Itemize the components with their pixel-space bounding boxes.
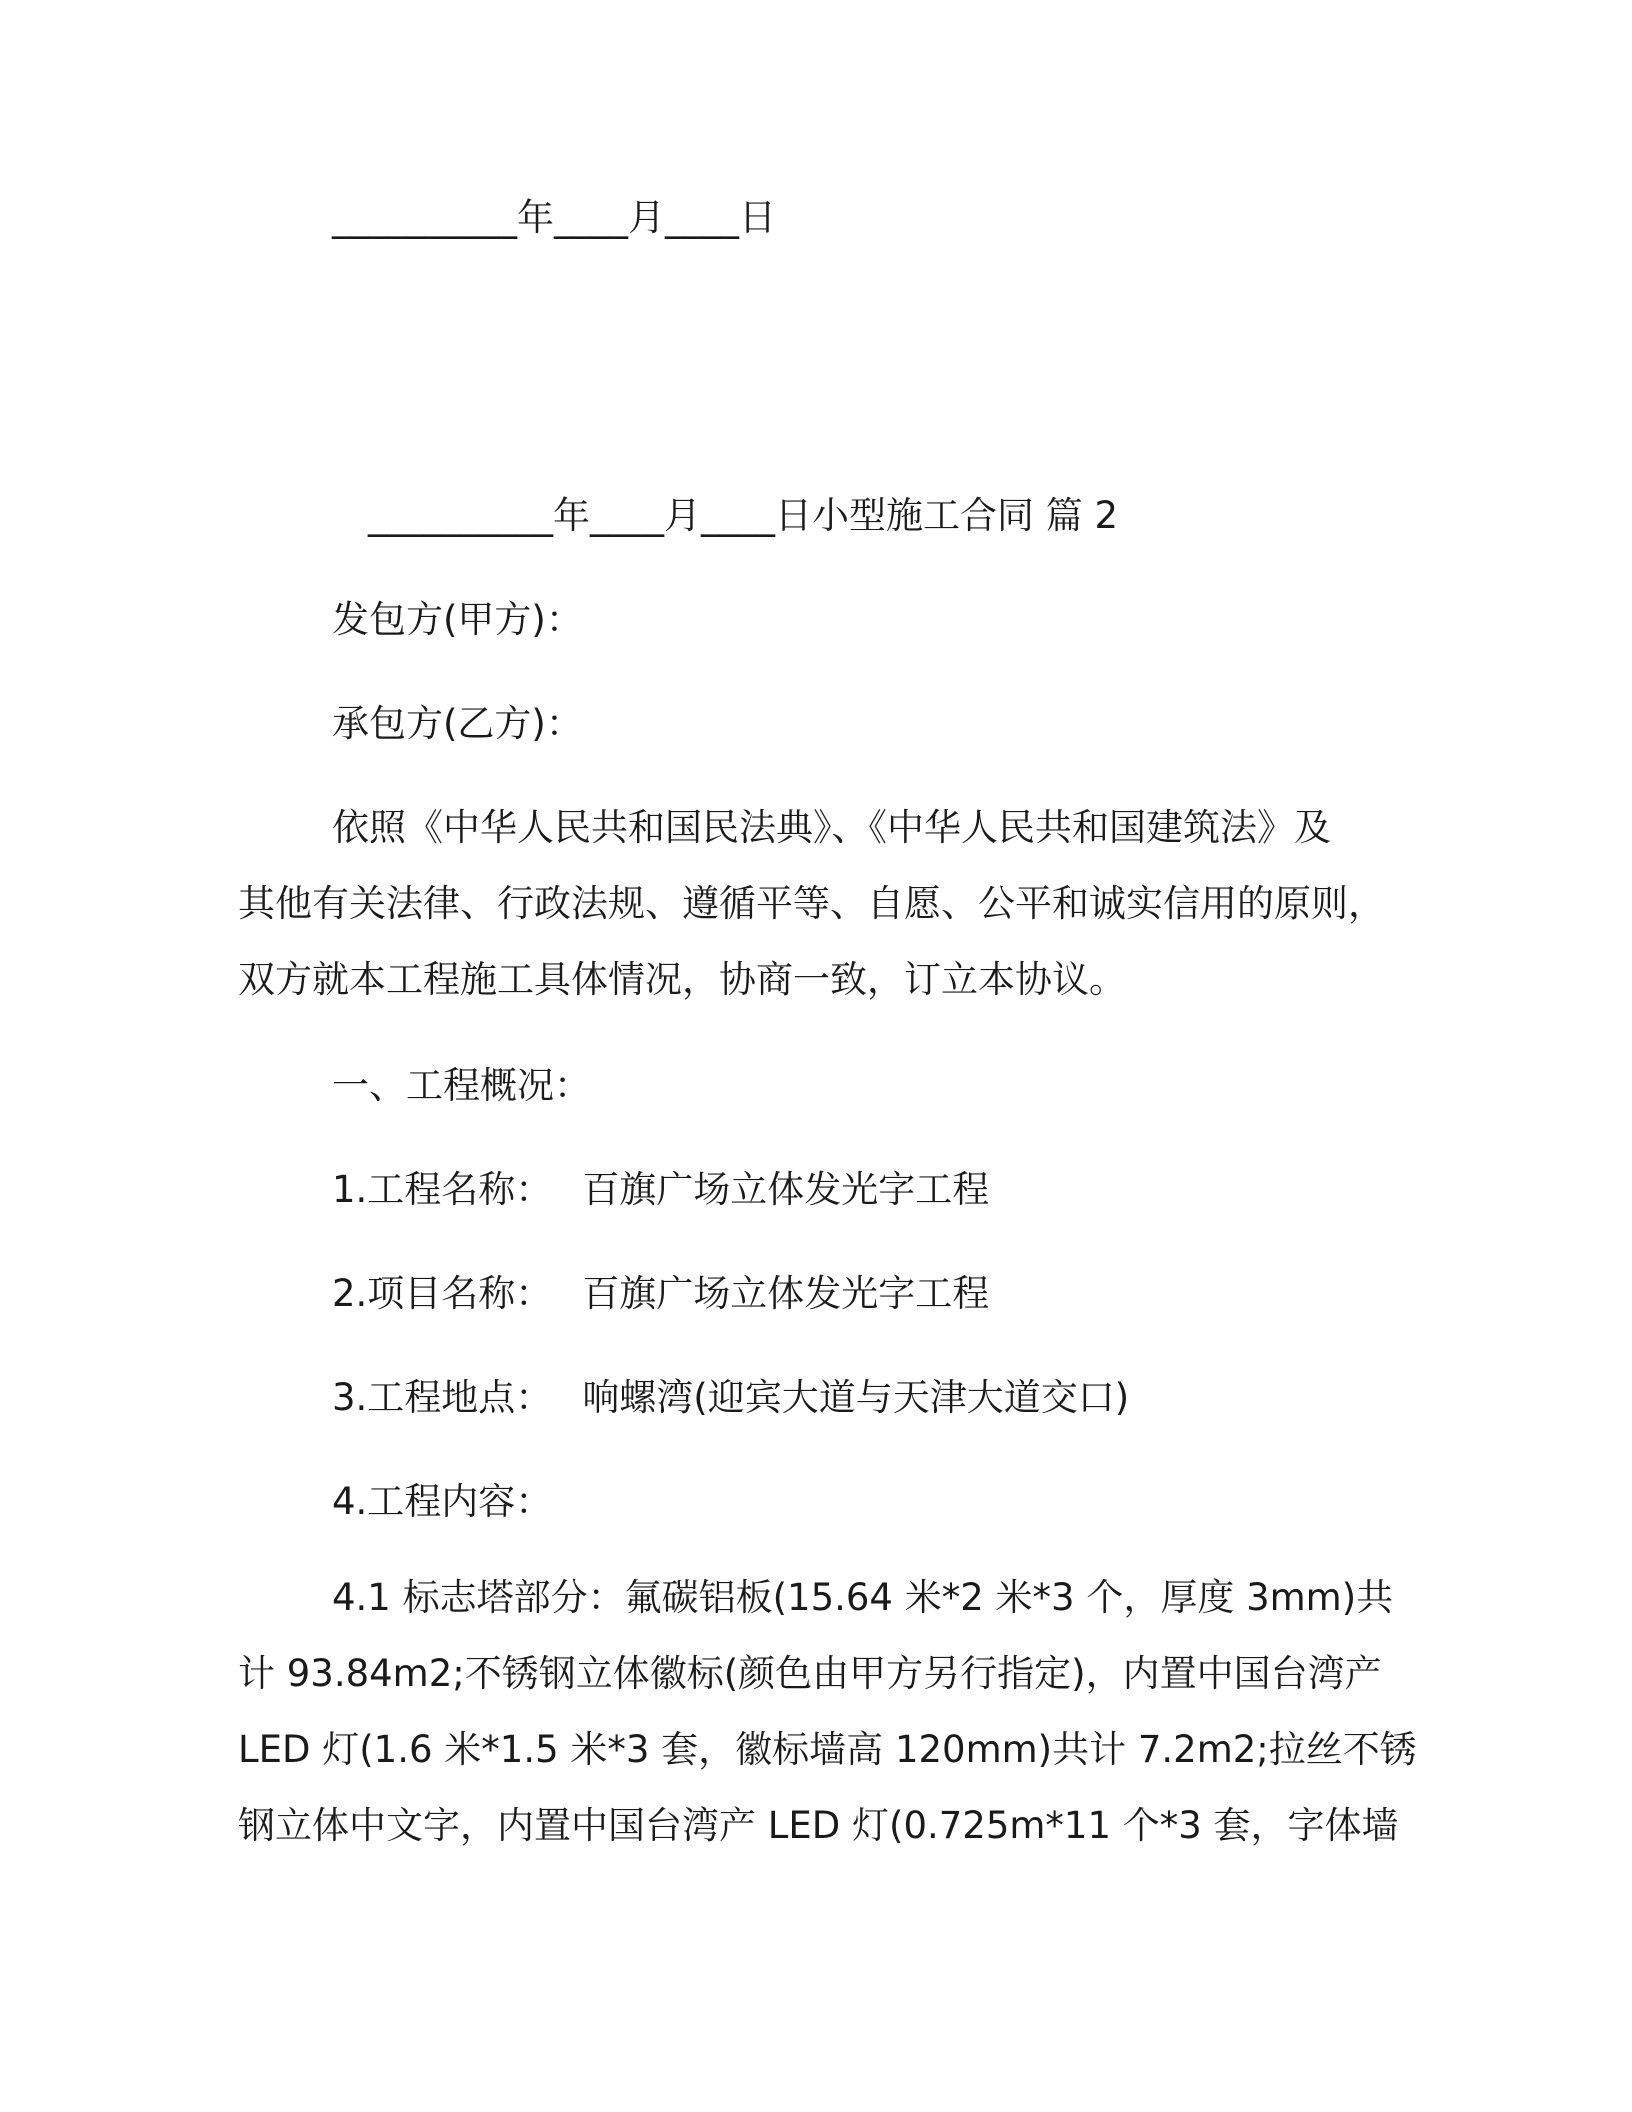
item-4-1-line-3: LED 灯(1.6 米*1.5 米*3 套，徽标墙高 120mm)共计 7.2m2;拉丝不锈 (238, 1728, 1417, 1771)
date-line: __________年____月____日 (332, 196, 776, 239)
party-b-label: 承包方(乙方)： (332, 702, 583, 745)
item-4-1-line-4: 钢立体中文字，内置中国台湾产 LED 灯(0.725m*11 个*3 套，字体墙 (238, 1804, 1399, 1847)
party-a-label: 发包方(甲方)： (332, 598, 583, 641)
item-4-1-line-1: 4.1 标志塔部分：氟碳铝板(15.64 米*2 米*3 个，厚度 3mm)共 (332, 1576, 1394, 1619)
basis-line-3: 双方就本工程施工具体情况，协商一致，订立本协议。 (238, 958, 1126, 1001)
item-1 (332, 1164, 989, 1216)
basis-line-2: 其他有关法律、行政法规、遵循平等、自愿、公平和诚实信用的原则， (238, 882, 1385, 925)
basis-paragraph (238, 790, 1385, 1018)
section-1-title: 一、工程概况： (332, 1064, 591, 1107)
item-2-label: 2.项目名称： (332, 1272, 553, 1315)
item-4-1-paragraph (238, 1560, 1417, 1864)
contract-heading: __________年____月____日小型施工合同 篇 2 (368, 494, 1119, 537)
item-3-label: 3.工程地点： (332, 1376, 553, 1419)
item-1-label: 1.工程名称： (332, 1168, 553, 1211)
item-4-label: 4.工程内容： (332, 1480, 553, 1523)
basis-line-1: 依照《中华人民共和国民法典》、《中华人民共和国建筑法》及 (332, 806, 1331, 849)
item-2 (332, 1268, 989, 1320)
item-2-value: 百旗广场立体发光字工程 (582, 1272, 990, 1315)
item-1-value: 百旗广场立体发光字工程 (582, 1168, 990, 1211)
item-3 (332, 1372, 1129, 1424)
item-4-1-line-2: 计 93.84m2;不锈钢立体徽标(颜色由甲方另行指定)，内置中国台湾产 (238, 1652, 1382, 1695)
item-3-value: 响螺湾(迎宾大道与天津大道交口) (582, 1376, 1130, 1419)
